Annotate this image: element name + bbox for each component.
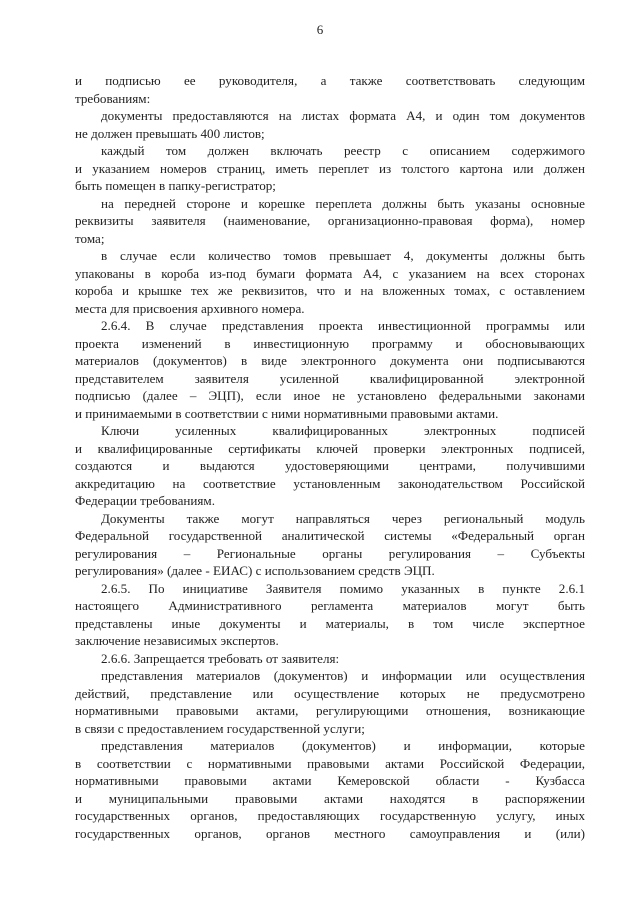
paragraph-line: нормативными правовыми актами Кемеровской области - Кузбасса — [75, 773, 585, 788]
paragraph-line: материалов (документов) в виде электронного документа они подписываются — [75, 353, 585, 368]
paragraph-line: заключение независимых экспертов. — [75, 633, 279, 648]
paragraph-line: государственных органов, органов местного самоуправления и (или) — [75, 825, 585, 841]
paragraph-line: создаются и выдаются удостоверяющими центрами, получившими — [75, 458, 585, 473]
paragraph-line: проекта изменений в инвестиционную программу и обосновывающих — [75, 335, 585, 351]
paragraph-line: тома; — [75, 230, 105, 246]
paragraph-line: действий, представление или осуществление которых не предусмотрено — [75, 685, 585, 701]
paragraph-line: аккредитацию на соответствие установленным законодательством Российской — [75, 475, 585, 491]
document-body — [75, 72, 585, 842]
paragraph-line: государственных органов, предоставляющих государственную услугу, иных — [75, 808, 585, 823]
paragraph-line: в соответствии с нормативными правовыми актами Российской Федерации, — [75, 755, 585, 771]
paragraph-line: Федерации требованиям. — [75, 493, 215, 508]
paragraph-line: Документы также могут направляться через региональный модуль — [101, 510, 585, 526]
paragraph-line: регулирования – Региональные органы регулирования – Субъекты — [75, 545, 585, 561]
paragraph — [75, 195, 585, 248]
page-number: 6 — [316, 22, 324, 37]
paragraph — [75, 667, 585, 737]
paragraph — [75, 650, 585, 668]
paragraph-line: и указанием номеров страниц, иметь переплет из толстого картона или должен — [75, 160, 585, 176]
paragraph-line: представления материалов (документов) и информации, которые — [101, 738, 585, 753]
paragraph — [75, 510, 585, 580]
paragraph-line: подписью (далее – ЭЦП), если иное не установлено федеральными законами — [75, 388, 585, 403]
paragraph-line: 2.6.4. В случае представления проекта инвестиционной программы или — [101, 318, 585, 333]
paragraph — [75, 247, 585, 317]
paragraph-line: Ключи усиленных квалифицированных электронных подписей — [101, 423, 585, 438]
paragraph-line: места для присвоения архивного номера. — [75, 300, 305, 316]
paragraph-line: и принимаемыми в соответствии с ними нормативными правовыми актами. — [75, 405, 499, 421]
paragraph-line: регулирования» (далее - ЕИАС) с использованием средств ЭЦП. — [75, 563, 435, 578]
paragraph — [75, 737, 585, 842]
paragraph-line: и квалифицированные сертификаты ключей проверки электронных подписей, — [75, 440, 585, 456]
paragraph-line: Федеральной государственной аналитической системы «Федеральный орган — [75, 528, 585, 543]
paragraph-line: каждый том должен включать реестр с описанием содержимого — [101, 143, 585, 158]
paragraph — [75, 580, 585, 650]
paragraph-line: и подписью ее руководителя, а также соответствовать следующим — [75, 73, 585, 88]
paragraph — [75, 142, 585, 195]
paragraph-line: в случае если количество томов превышает 4, документы должны быть — [101, 248, 585, 263]
paragraph-line: и муниципальными правовыми актами находятся в распоряжении — [75, 790, 585, 806]
paragraph-line: настоящего Административного регламента материалов могут быть — [75, 598, 585, 613]
paragraph — [75, 422, 585, 510]
paragraph-line: быть помещен в папку-регистратор; — [75, 178, 276, 193]
paragraph — [75, 72, 585, 107]
paragraph-line: требованиям: — [75, 90, 151, 106]
paragraph-line: 2.6.6. Запрещается требовать от заявителя: — [101, 650, 340, 666]
paragraph-line: документы предоставляются на листах формата А4, и один том документов — [101, 108, 585, 123]
paragraph-line: нормативными правовыми актами, регулирующими отношения, возникающие — [75, 703, 585, 718]
paragraph — [75, 107, 585, 142]
paragraph-line: представлены иные документы и материалы, в том числе экспертное — [75, 615, 585, 631]
paragraph-line: представления материалов (документов) и информации или осуществления — [101, 668, 585, 683]
paragraph-line: упакованы в короба из-под бумаги формата А4, с указанием на всех сторонах — [75, 265, 585, 281]
paragraph — [75, 317, 585, 422]
paragraph-line: представителем заявителя усиленной квалифицированной электронной — [75, 370, 585, 386]
paragraph-line: на передней стороне и корешке переплета должны быть указаны основные — [101, 195, 585, 211]
paragraph-line: реквизиты заявителя (наименование, организационно-правовая форма), номер — [75, 213, 585, 228]
paragraph-line: в связи с предоставлением государственной услуги; — [75, 720, 365, 736]
paragraph-line: короба и крышке тех же реквизитов, что и на вложенных томах, с оставлением — [75, 283, 585, 298]
paragraph-line: не должен превышать 400 листов; — [75, 125, 265, 141]
paragraph-line: 2.6.5. По инициативе Заявителя помимо указанных в пункте 2.6.1 — [101, 580, 585, 596]
